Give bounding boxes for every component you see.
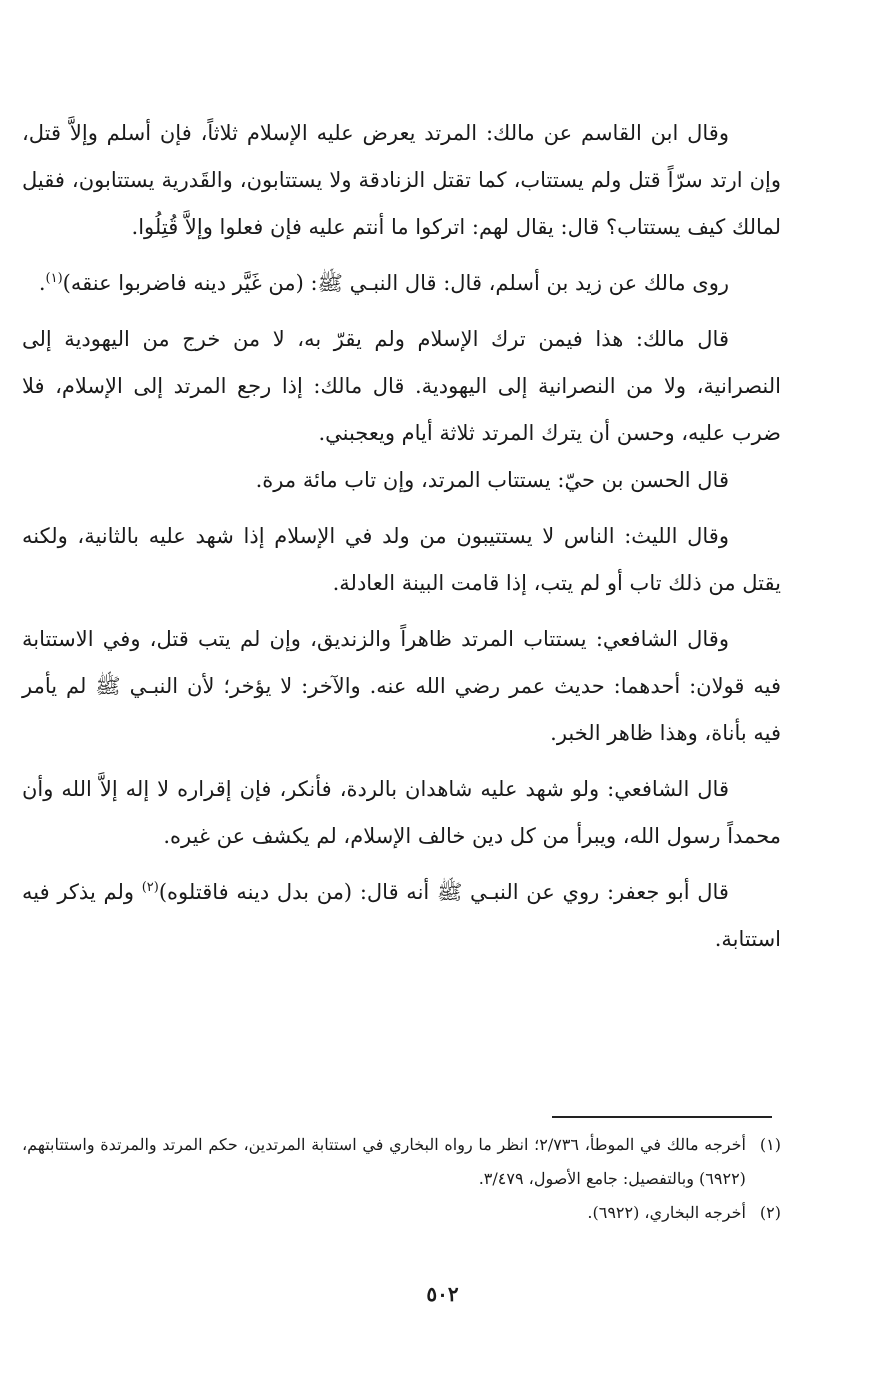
paragraph-7: قال الشافعي: ولو شهد عليه شاهدان بالردة، فأنكر، فإن إقراره لا إله إلاَّ الله وأن محمداً رسول الله، ويبرأ من كل دين خالف الإسلام، لم يكشف عن غيره. bbox=[22, 777, 781, 848]
footnote-ref-1: (١) bbox=[45, 271, 63, 286]
paragraph-2 bbox=[22, 260, 781, 307]
paragraph-4: قال الحسن بن حيّ: يستتاب المرتد، وإن تاب مائة مرة. bbox=[255, 468, 729, 492]
footnote-text: أخرجه مالك في الموطأ، ٢/٧٣٦؛ انظر ما رواه البخاري في استتابة المرتدين، حكم المرتد والمرتدة واستتابتهم، (٦٩٢٢) وبالتفصيل: جامع الأصول، ٣/٤٧٩. bbox=[22, 1135, 746, 1188]
paragraph-3: قال مالك: هذا فيمن ترك الإسلام ولم يقرّ به، لا من خرج من اليهودية إلى النصرانية، ولا من النصرانية إلى اليهودية. قال مالك: إذا رجع المرتد إلى الإسلام، فلا ضرب عليه، وحسن أن يترك المرتد ثلاثة أيام ويعجبني. bbox=[22, 327, 781, 445]
paragraph-8 bbox=[22, 869, 781, 963]
footnote-separator bbox=[552, 1116, 772, 1118]
footnote-ref-2: (٢) bbox=[141, 880, 159, 895]
footnote-2 bbox=[22, 1196, 781, 1230]
footnotes bbox=[22, 1128, 781, 1230]
paragraph-6: وقال الشافعي: يستتاب المرتد ظاهراً والزنديق، وإن لم يتب قتل، وفي الاستتابة فيه قولان: أحدهما: حديث عمر رضي الله عنه. والآخر: لا يؤخر؛ لأن النبـي ﷺ لم يأمر فيه بأناة، وهذا ظاهر الخبر. bbox=[22, 627, 781, 745]
footnote-number: (٢) bbox=[759, 1203, 781, 1222]
footnote-number: (١) bbox=[759, 1135, 781, 1154]
page-number: ٥٠٢ bbox=[426, 1282, 459, 1306]
paragraph-8-text: قال أبو جعفر: روي عن النبـي ﷺ أنه قال: (من بدل دينه فاقتلوه) bbox=[158, 880, 729, 904]
footnote-1 bbox=[22, 1128, 781, 1196]
paragraph-5: وقال الليث: الناس لا يستتيبون من ولد في الإسلام إذا شهد عليه بالثانية، ولكنه يقتل من ذلك تاب أو لم يتب، إذا قامت البينة العادلة. bbox=[22, 524, 781, 595]
paragraph-8-tail: ولم يذكر فيه استتابة. bbox=[22, 880, 781, 951]
paragraph-2-end: . bbox=[38, 271, 46, 295]
main-text bbox=[22, 110, 781, 972]
paragraph-1: وقال ابن القاسم عن مالك: المرتد يعرض عليه الإسلام ثلاثاً، فإن أسلم وإلاَّ قتل، وإن ارتد سرّاً قتل ولم يستتاب، كما تقتل الزنادقة ولا يستتابون، والقَدرية يستتابون، فقيل لمالك كيف يستتاب؟ قال: يقال لهم: اتركوا ما أنتم عليه فإن فعلوا وإلاَّ قُتِلُوا. bbox=[22, 121, 781, 239]
footnote-text: أخرجه البخاري، (٦٩٢٢). bbox=[587, 1203, 746, 1222]
paragraph-2-text: روى مالك عن زيد بن أسلم، قال: قال النبـي ﷺ: (من غَيَّر دينه فاضربوا عنقه) bbox=[62, 271, 729, 295]
